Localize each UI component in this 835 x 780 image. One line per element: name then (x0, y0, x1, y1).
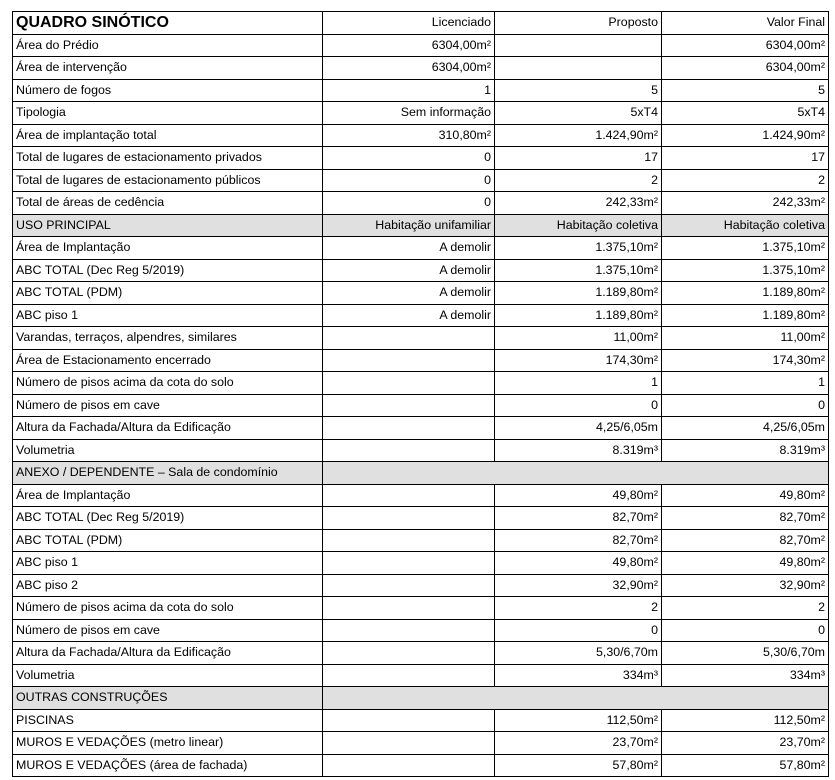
cell-valor-final: 5xT4 (662, 102, 829, 125)
cell-licenciado (323, 574, 495, 597)
cell-valor-final: 242,33m² (662, 192, 829, 215)
cell-valor-final: 112,50m² (662, 709, 829, 732)
cell-label: Área de Implantação (13, 237, 323, 260)
table-row (13, 552, 829, 575)
cell-valor-final: 2 (662, 597, 829, 620)
cell-valor-final: 5,30/6,70m (662, 642, 829, 665)
section-cell-licenciado: Habitação unifamiliar (323, 214, 495, 237)
cell-proposto: 5 (495, 79, 662, 102)
cell-proposto: 2 (495, 169, 662, 192)
cell-licenciado (323, 394, 495, 417)
section-header-row (13, 462, 829, 485)
cell-licenciado (323, 529, 495, 552)
cell-proposto: 57,80m² (495, 754, 662, 777)
table-row (13, 529, 829, 552)
quadro-sinotico-table (12, 11, 829, 777)
cell-licenciado: A demolir (323, 237, 495, 260)
cell-valor-final: 5 (662, 79, 829, 102)
cell-licenciado: 6304,00m² (323, 34, 495, 57)
cell-label: Área de intervenção (13, 57, 323, 80)
cell-proposto: 5,30/6,70m (495, 642, 662, 665)
cell-proposto: 17 (495, 147, 662, 170)
cell-valor-final: 82,70m² (662, 529, 829, 552)
section-header-row (13, 214, 829, 237)
table-title: QUADRO SINÓTICO (13, 12, 323, 35)
cell-valor-final: 49,80m² (662, 552, 829, 575)
cell-valor-final: 57,80m² (662, 754, 829, 777)
cell-valor-final: 8.319m³ (662, 439, 829, 462)
cell-label: ABC TOTAL (Dec Reg 5/2019) (13, 259, 323, 282)
cell-valor-final: 1.375,10m² (662, 237, 829, 260)
cell-proposto: 242,33m² (495, 192, 662, 215)
table-row (13, 597, 829, 620)
cell-licenciado (323, 417, 495, 440)
cell-label: ABC piso 1 (13, 304, 323, 327)
table-row (13, 507, 829, 530)
cell-proposto: 11,00m² (495, 327, 662, 350)
table-header-row (13, 12, 829, 35)
cell-valor-final: 1.189,80m² (662, 304, 829, 327)
cell-proposto: 5xT4 (495, 102, 662, 125)
cell-label: ABC piso 2 (13, 574, 323, 597)
cell-licenciado (323, 709, 495, 732)
cell-valor-final: 32,90m² (662, 574, 829, 597)
table-row (13, 147, 829, 170)
cell-label: Total de lugares de estacionamento públicos (13, 169, 323, 192)
cell-label: Total de lugares de estacionamento privados (13, 147, 323, 170)
cell-label: MUROS E VEDAÇÕES (área de fachada) (13, 754, 323, 777)
cell-valor-final: 82,70m² (662, 507, 829, 530)
table-row (13, 417, 829, 440)
section-header-row (13, 687, 829, 710)
table-row (13, 282, 829, 305)
cell-valor-final: 23,70m² (662, 732, 829, 755)
cell-label: Número de fogos (13, 79, 323, 102)
cell-valor-final: 334m³ (662, 664, 829, 687)
table-row (13, 169, 829, 192)
cell-label: Total de áreas de cedência (13, 192, 323, 215)
cell-label: Área de Implantação (13, 484, 323, 507)
table-row (13, 732, 829, 755)
cell-licenciado (323, 597, 495, 620)
cell-licenciado (323, 732, 495, 755)
cell-label: Área do Prédio (13, 34, 323, 57)
cell-licenciado: A demolir (323, 259, 495, 282)
cell-proposto: 112,50m² (495, 709, 662, 732)
cell-licenciado: A demolir (323, 304, 495, 327)
section-empty-cell (323, 462, 829, 485)
cell-valor-final: 0 (662, 394, 829, 417)
cell-label: Varandas, terraços, alpendres, similares (13, 327, 323, 350)
cell-licenciado: 0 (323, 147, 495, 170)
cell-proposto (495, 34, 662, 57)
cell-licenciado (323, 349, 495, 372)
cell-valor-final: 11,00m² (662, 327, 829, 350)
table-row (13, 124, 829, 147)
table-row (13, 619, 829, 642)
cell-label: Número de pisos acima da cota do solo (13, 597, 323, 620)
cell-proposto: 82,70m² (495, 507, 662, 530)
cell-proposto: 1 (495, 372, 662, 395)
cell-label: Tipologia (13, 102, 323, 125)
cell-licenciado (323, 619, 495, 642)
table-row (13, 327, 829, 350)
cell-licenciado: A demolir (323, 282, 495, 305)
cell-licenciado: 310,80m² (323, 124, 495, 147)
cell-valor-final: 1.424,90m² (662, 124, 829, 147)
cell-valor-final: 6304,00m² (662, 57, 829, 80)
table-row (13, 394, 829, 417)
section-empty-cell (323, 687, 829, 710)
cell-label: Área de implantação total (13, 124, 323, 147)
table-row (13, 79, 829, 102)
cell-proposto: 49,80m² (495, 484, 662, 507)
cell-proposto: 1.424,90m² (495, 124, 662, 147)
cell-licenciado: 0 (323, 169, 495, 192)
table-row (13, 709, 829, 732)
cell-valor-final: 1.189,80m² (662, 282, 829, 305)
table-row (13, 349, 829, 372)
section-cell-proposto: Habitação coletiva (495, 214, 662, 237)
cell-licenciado (323, 642, 495, 665)
cell-licenciado: Sem informação (323, 102, 495, 125)
cell-valor-final: 1.375,10m² (662, 259, 829, 282)
column-header-valor-final: Valor Final (662, 12, 829, 35)
cell-label: Número de pisos acima da cota do solo (13, 372, 323, 395)
table-row (13, 102, 829, 125)
cell-proposto: 23,70m² (495, 732, 662, 755)
cell-label: Número de pisos em cave (13, 619, 323, 642)
table-row (13, 237, 829, 260)
cell-valor-final: 49,80m² (662, 484, 829, 507)
cell-licenciado (323, 507, 495, 530)
cell-proposto: 32,90m² (495, 574, 662, 597)
quadro-sinotico-document (12, 11, 828, 777)
cell-proposto: 1.189,80m² (495, 282, 662, 305)
cell-proposto: 4,25/6,05m (495, 417, 662, 440)
section-cell-label: USO PRINCIPAL (13, 214, 323, 237)
table-row (13, 574, 829, 597)
cell-licenciado (323, 552, 495, 575)
section-label: OUTRAS CONSTRUÇÕES (13, 687, 323, 710)
table-row (13, 192, 829, 215)
cell-proposto: 8.319m³ (495, 439, 662, 462)
cell-licenciado (323, 754, 495, 777)
column-header-licenciado: Licenciado (323, 12, 495, 35)
cell-label: ABC TOTAL (PDM) (13, 282, 323, 305)
table-row (13, 34, 829, 57)
table-row (13, 754, 829, 777)
cell-licenciado: 1 (323, 79, 495, 102)
cell-valor-final: 4,25/6,05m (662, 417, 829, 440)
table-row (13, 304, 829, 327)
cell-proposto: 334m³ (495, 664, 662, 687)
cell-label: Altura da Fachada/Altura da Edificação (13, 417, 323, 440)
cell-proposto: 1.189,80m² (495, 304, 662, 327)
cell-proposto (495, 57, 662, 80)
cell-valor-final: 1 (662, 372, 829, 395)
cell-licenciado (323, 327, 495, 350)
cell-valor-final: 6304,00m² (662, 34, 829, 57)
cell-label: Altura da Fachada/Altura da Edificação (13, 642, 323, 665)
cell-proposto: 82,70m² (495, 529, 662, 552)
cell-proposto: 0 (495, 619, 662, 642)
cell-valor-final: 0 (662, 619, 829, 642)
table-row (13, 642, 829, 665)
cell-licenciado: 0 (323, 192, 495, 215)
section-label: ANEXO / DEPENDENTE – Sala de condomínio (13, 462, 323, 485)
table-row (13, 259, 829, 282)
cell-proposto: 0 (495, 394, 662, 417)
cell-valor-final: 174,30m² (662, 349, 829, 372)
cell-licenciado: 6304,00m² (323, 57, 495, 80)
table-row (13, 372, 829, 395)
cell-label: ABC piso 1 (13, 552, 323, 575)
cell-label: ABC TOTAL (PDM) (13, 529, 323, 552)
cell-label: MUROS E VEDAÇÕES (metro linear) (13, 732, 323, 755)
table-row (13, 484, 829, 507)
cell-proposto: 2 (495, 597, 662, 620)
table-row (13, 439, 829, 462)
cell-label: ABC TOTAL (Dec Reg 5/2019) (13, 507, 323, 530)
cell-label: Volumetria (13, 664, 323, 687)
cell-proposto: 1.375,10m² (495, 259, 662, 282)
cell-licenciado (323, 664, 495, 687)
table-row (13, 57, 829, 80)
cell-label: Área de Estacionamento encerrado (13, 349, 323, 372)
cell-proposto: 174,30m² (495, 349, 662, 372)
cell-licenciado (323, 372, 495, 395)
cell-label: PISCINAS (13, 709, 323, 732)
cell-valor-final: 17 (662, 147, 829, 170)
cell-proposto: 49,80m² (495, 552, 662, 575)
cell-licenciado (323, 439, 495, 462)
cell-licenciado (323, 484, 495, 507)
section-cell-valor-final: Habitação coletiva (662, 214, 829, 237)
cell-label: Número de pisos em cave (13, 394, 323, 417)
cell-proposto: 1.375,10m² (495, 237, 662, 260)
cell-valor-final: 2 (662, 169, 829, 192)
table-body (13, 34, 829, 777)
column-header-proposto: Proposto (495, 12, 662, 35)
cell-label: Volumetria (13, 439, 323, 462)
table-row (13, 664, 829, 687)
